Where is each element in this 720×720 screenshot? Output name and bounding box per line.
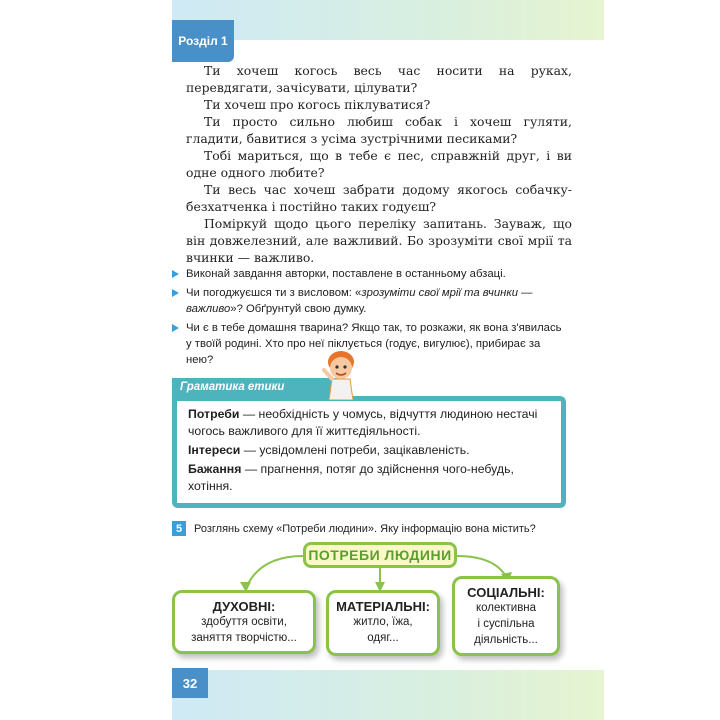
social-needs-card bbox=[452, 576, 560, 656]
term: Бажання bbox=[188, 462, 242, 476]
bullet-item bbox=[170, 320, 570, 368]
paragraph: Ти хочеш когось весь час носити на руках, перевдягати, зачісувати, цілувати? bbox=[186, 63, 572, 95]
bullet-item bbox=[170, 266, 570, 282]
card-line: діяльність... bbox=[474, 634, 538, 646]
task-number: 5 bbox=[172, 521, 186, 536]
card-title: СОЦІАЛЬНІ: bbox=[467, 585, 545, 600]
main-text bbox=[186, 62, 572, 266]
bullet-text: Чи погоджуєшся ти з висловом: « bbox=[186, 287, 362, 299]
term: Інтереси bbox=[188, 443, 241, 457]
grammar-label: Граматика етики bbox=[172, 378, 337, 396]
paragraph: Ти весь час хочеш забрати додому якогось собачку-безхатченка і постійно таких годуєш? bbox=[186, 182, 572, 214]
definition: — прагнення, потяг до здійснення чого-небудь, хотіння. bbox=[188, 462, 514, 493]
bullet-text: Виконай завдання авторки, поставлене в останньому абзаці. bbox=[186, 268, 506, 280]
definition: — усвідомлені потреби, зацікавленість. bbox=[240, 443, 470, 457]
bottom-gradient-band bbox=[172, 670, 604, 720]
top-gradient-band bbox=[172, 0, 604, 40]
definition: — необхідність у чомусь, відчуття людиною нестачі чогось важливого для її життєдіяльності. bbox=[188, 407, 538, 438]
quote-italic: зрозуміти свої мрії та вчинки — важливо bbox=[186, 287, 533, 315]
scheme-title: ПОТРЕБИ ЛЮДИНИ bbox=[303, 542, 457, 568]
card-title: МАТЕРІАЛЬНІ: bbox=[336, 599, 430, 614]
bullet-item bbox=[170, 285, 570, 317]
card-line: житло, їжа, bbox=[353, 616, 413, 628]
paragraph: Ти хочеш про когось піклуватися? bbox=[204, 97, 431, 112]
card-line: одяг... bbox=[367, 632, 399, 644]
spiritual-needs-card bbox=[172, 590, 316, 654]
bullet-text: »? Обґрунтуй свою думку. bbox=[230, 303, 367, 315]
paragraph: Тобі мариться, що в тебе є пес, справжній друг, і ви одне одного любите? bbox=[186, 148, 572, 180]
grammar-definitions bbox=[188, 406, 550, 497]
bullet-arrow-icon bbox=[172, 324, 179, 332]
bullet-arrow-icon bbox=[172, 289, 179, 297]
bullet-text: Чи є в тебе домашня тварина? Якщо так, то розкажи, як вона з'явилась у твоїй родині. Хто про неї піклується (годує, вигулює), прибирає за нею? bbox=[186, 322, 562, 366]
card-title: ДУХОВНІ: bbox=[212, 599, 276, 614]
task-5 bbox=[172, 521, 536, 536]
card-line: і суспільна bbox=[477, 618, 535, 630]
paragraph: Ти просто сильно любиш собак і хочеш гуляти, гладити, бавитися з усіма зустрічними песиками? bbox=[186, 114, 572, 146]
definition-interests bbox=[188, 442, 550, 459]
material-needs-card bbox=[326, 590, 440, 656]
card-line: здобуття освіти, bbox=[201, 616, 287, 628]
card-line: заняття творчістю... bbox=[191, 632, 297, 644]
term: Потреби bbox=[188, 407, 240, 421]
section-tab: Розділ 1 bbox=[172, 20, 234, 62]
paragraph: Поміркуй щодо цього переліку запитань. Зауваж, що він довжелезний, але важливий. Бо зрозуміти свої мрії та вчинки — важливо. bbox=[186, 216, 572, 265]
card-line: колективна bbox=[475, 602, 537, 614]
definition-needs bbox=[188, 406, 550, 440]
definition-wishes bbox=[188, 461, 550, 495]
bullet-arrow-icon bbox=[172, 270, 179, 278]
boy-illustration-icon bbox=[318, 348, 364, 400]
task-text: Розглянь схему «Потреби людини». Яку інформацію вона містить? bbox=[194, 522, 536, 535]
task-bullets bbox=[170, 266, 570, 371]
page-number: 32 bbox=[172, 668, 208, 698]
